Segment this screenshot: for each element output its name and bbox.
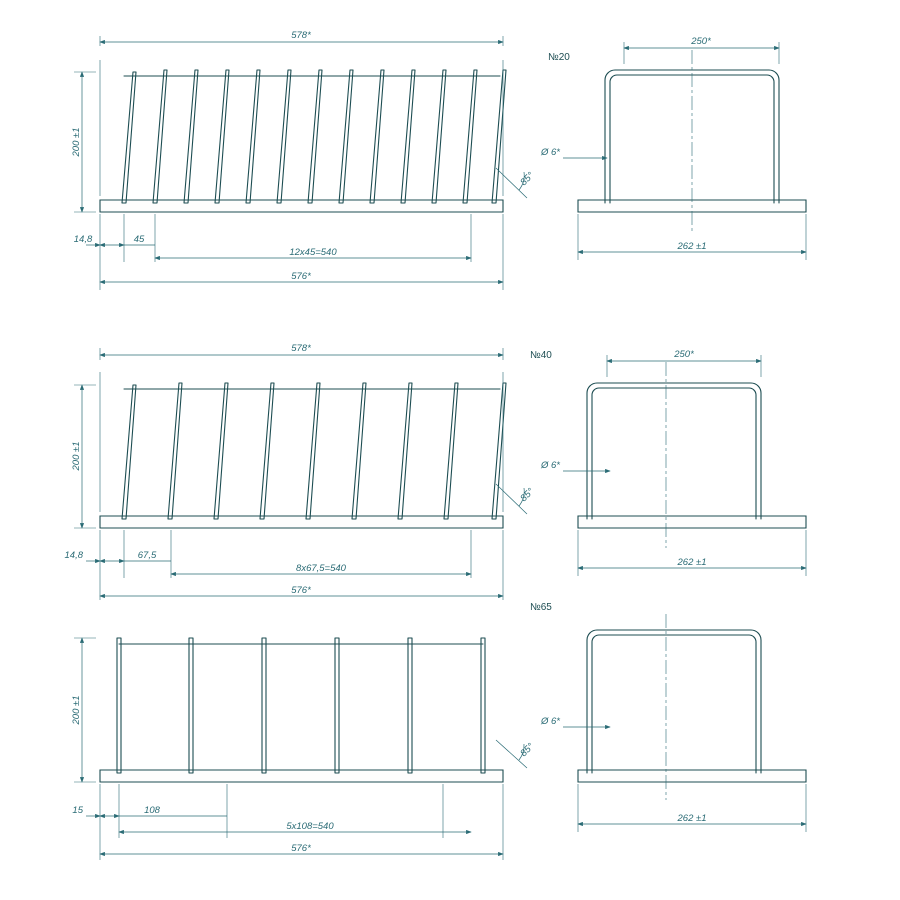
- dim-n65-angle: 85°: [518, 741, 537, 760]
- dim-n20-side-top: 250*: [691, 36, 711, 47]
- dim-n65-diameter: Ø 6*: [540, 716, 560, 727]
- dim-n20-spacing: 12x45=540: [289, 247, 337, 258]
- dim-n65-spacing: 5x108=540: [286, 821, 334, 832]
- dim-n40-top: 578*: [291, 343, 311, 354]
- dim-n40-side-base: 262 ±1: [677, 557, 707, 568]
- dim-n20-side-base: 262 ±1: [677, 241, 707, 252]
- view-n65-front: [71, 638, 536, 860]
- dim-n40-spacing: 8x67,5=540: [296, 563, 346, 574]
- part-label-n65: №65: [530, 602, 552, 613]
- view-n20-side: [540, 36, 806, 260]
- dim-n20-diameter: Ø 6*: [540, 147, 560, 158]
- view-n20-front: [71, 30, 536, 290]
- dim-n40-angle: 85°: [518, 486, 537, 505]
- dim-n20-angle: 85°: [518, 170, 537, 189]
- dim-n40-height: 200 ±1: [71, 441, 82, 471]
- view-n65-side: [530, 602, 806, 832]
- part-label-n40: №40: [530, 350, 552, 361]
- view-n40-side: [530, 349, 806, 576]
- dim-n20-top: 578*: [291, 30, 311, 41]
- dim-n20-left-offset: 14,8: [73, 234, 93, 245]
- part-label-n20: №20: [548, 52, 570, 63]
- dim-n40-bottom: 576*: [291, 585, 311, 596]
- dim-n65-bottom: 576*: [291, 843, 311, 854]
- dim-n65-height: 200 ±1: [71, 695, 82, 725]
- dim-n40-side-top: 250*: [674, 349, 694, 360]
- dim-n20-pitch: 45: [133, 234, 145, 245]
- dim-n65-left-offset: 15: [72, 805, 83, 816]
- dim-n40-pitch: 67,5: [137, 550, 157, 561]
- view-n40-front: [65, 343, 537, 600]
- dim-n40-left-offset: 14,8: [64, 550, 83, 561]
- dim-n20-bottom: 576*: [291, 271, 311, 282]
- dim-n40-diameter: Ø 6*: [540, 460, 560, 471]
- dim-n20-height: 200 ±1: [71, 127, 82, 157]
- dim-n65-side-base: 262 ±1: [677, 813, 707, 824]
- dim-n65-pitch: 108: [144, 805, 160, 816]
